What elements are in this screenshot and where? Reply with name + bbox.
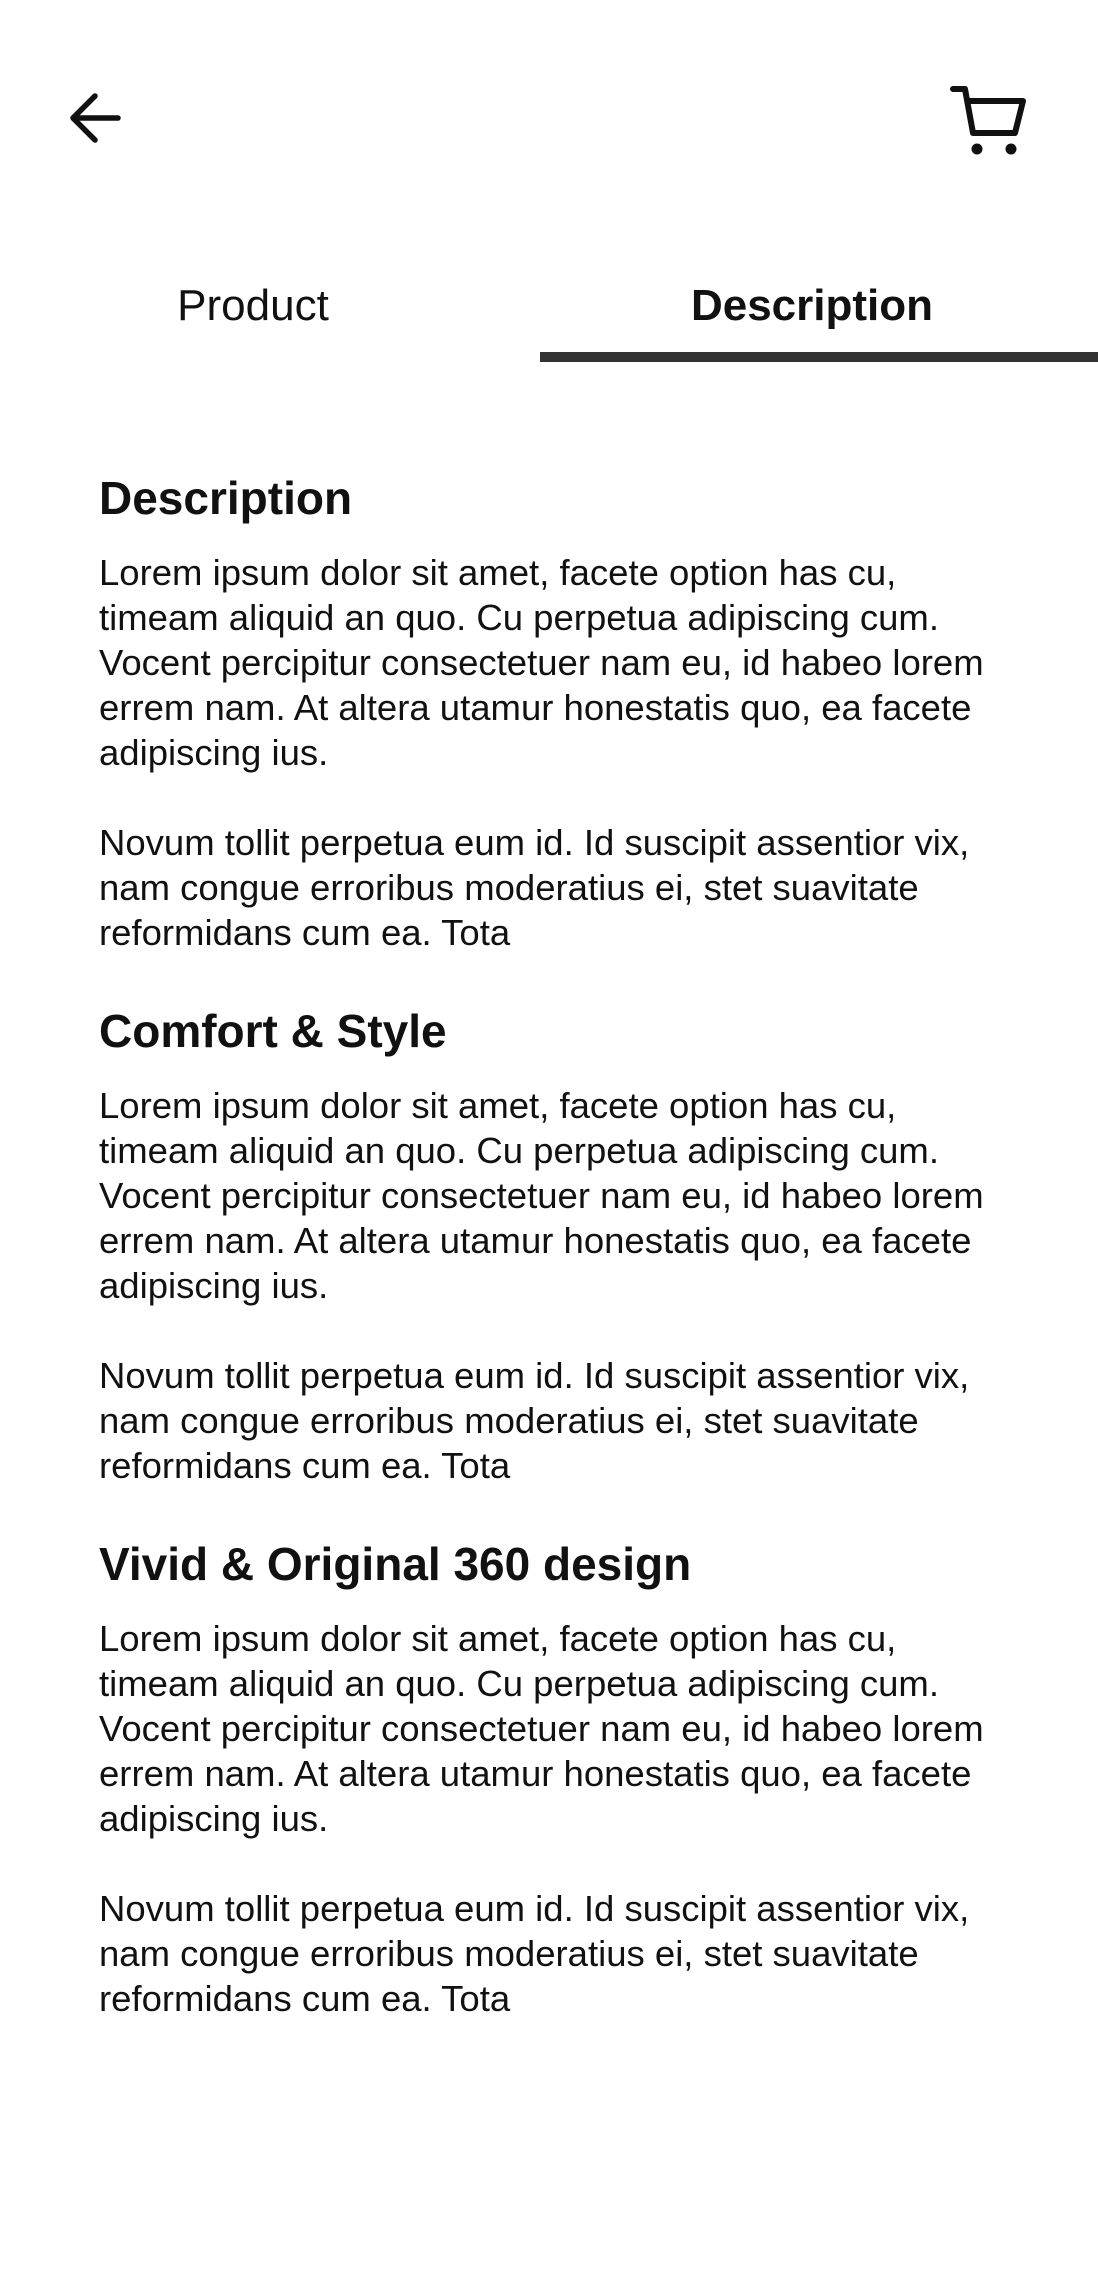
section-paragraph: Novum tollit perpetua eum id. Id suscipit assentior vix, nam congue erroribus moderatius ei, stet suavitate reformidans cum ea. Tota <box>99 1355 970 1486</box>
section-paragraph: Lorem ipsum dolor sit amet, facete option has cu, timeam aliquid an quo. Cu perpetua adipiscing cum. Vocent percipitur consectetuer nam eu, id habeo lorem errem nam. At altera utamur honestatis quo, ea facete adipiscing ius. <box>99 1618 984 1839</box>
section-comfort-style <box>99 999 999 1488</box>
tab-bar <box>0 250 1098 362</box>
section-vivid-design <box>99 1532 999 2021</box>
top-app-bar <box>0 0 1098 240</box>
back-button[interactable] <box>60 82 132 154</box>
shopping-cart-icon <box>949 83 1029 159</box>
section-title: Vivid & Original 360 design <box>99 1538 692 1590</box>
tab-description[interactable]: Description <box>690 281 934 330</box>
section-paragraph: Novum tollit perpetua eum id. Id suscipit assentior vix, nam congue erroribus moderatius ei, stet suavitate reformidans cum ea. Tota <box>99 822 970 953</box>
description-content <box>99 466 999 2065</box>
cart-button[interactable] <box>944 76 1034 166</box>
section-paragraph: Novum tollit perpetua eum id. Id suscipit assentior vix, nam congue erroribus moderatius ei, stet suavitate reformidans cum ea. Tota <box>99 1888 970 2019</box>
active-tab-indicator <box>540 352 1098 362</box>
arrow-left-icon <box>68 90 124 146</box>
tab-product[interactable]: Product <box>177 281 329 330</box>
section-description <box>99 466 999 955</box>
section-title: Description <box>99 472 353 524</box>
section-title: Comfort & Style <box>99 1005 447 1057</box>
section-paragraph: Lorem ipsum dolor sit amet, facete option has cu, timeam aliquid an quo. Cu perpetua adipiscing cum. Vocent percipitur consectetuer nam eu, id habeo lorem errem nam. At altera utamur honestatis quo, ea facete adipiscing ius. <box>99 552 984 773</box>
section-paragraph: Lorem ipsum dolor sit amet, facete option has cu, timeam aliquid an quo. Cu perpetua adipiscing cum. Vocent percipitur consectetuer nam eu, id habeo lorem errem nam. At altera utamur honestatis quo, ea facete adipiscing ius. <box>99 1085 984 1306</box>
